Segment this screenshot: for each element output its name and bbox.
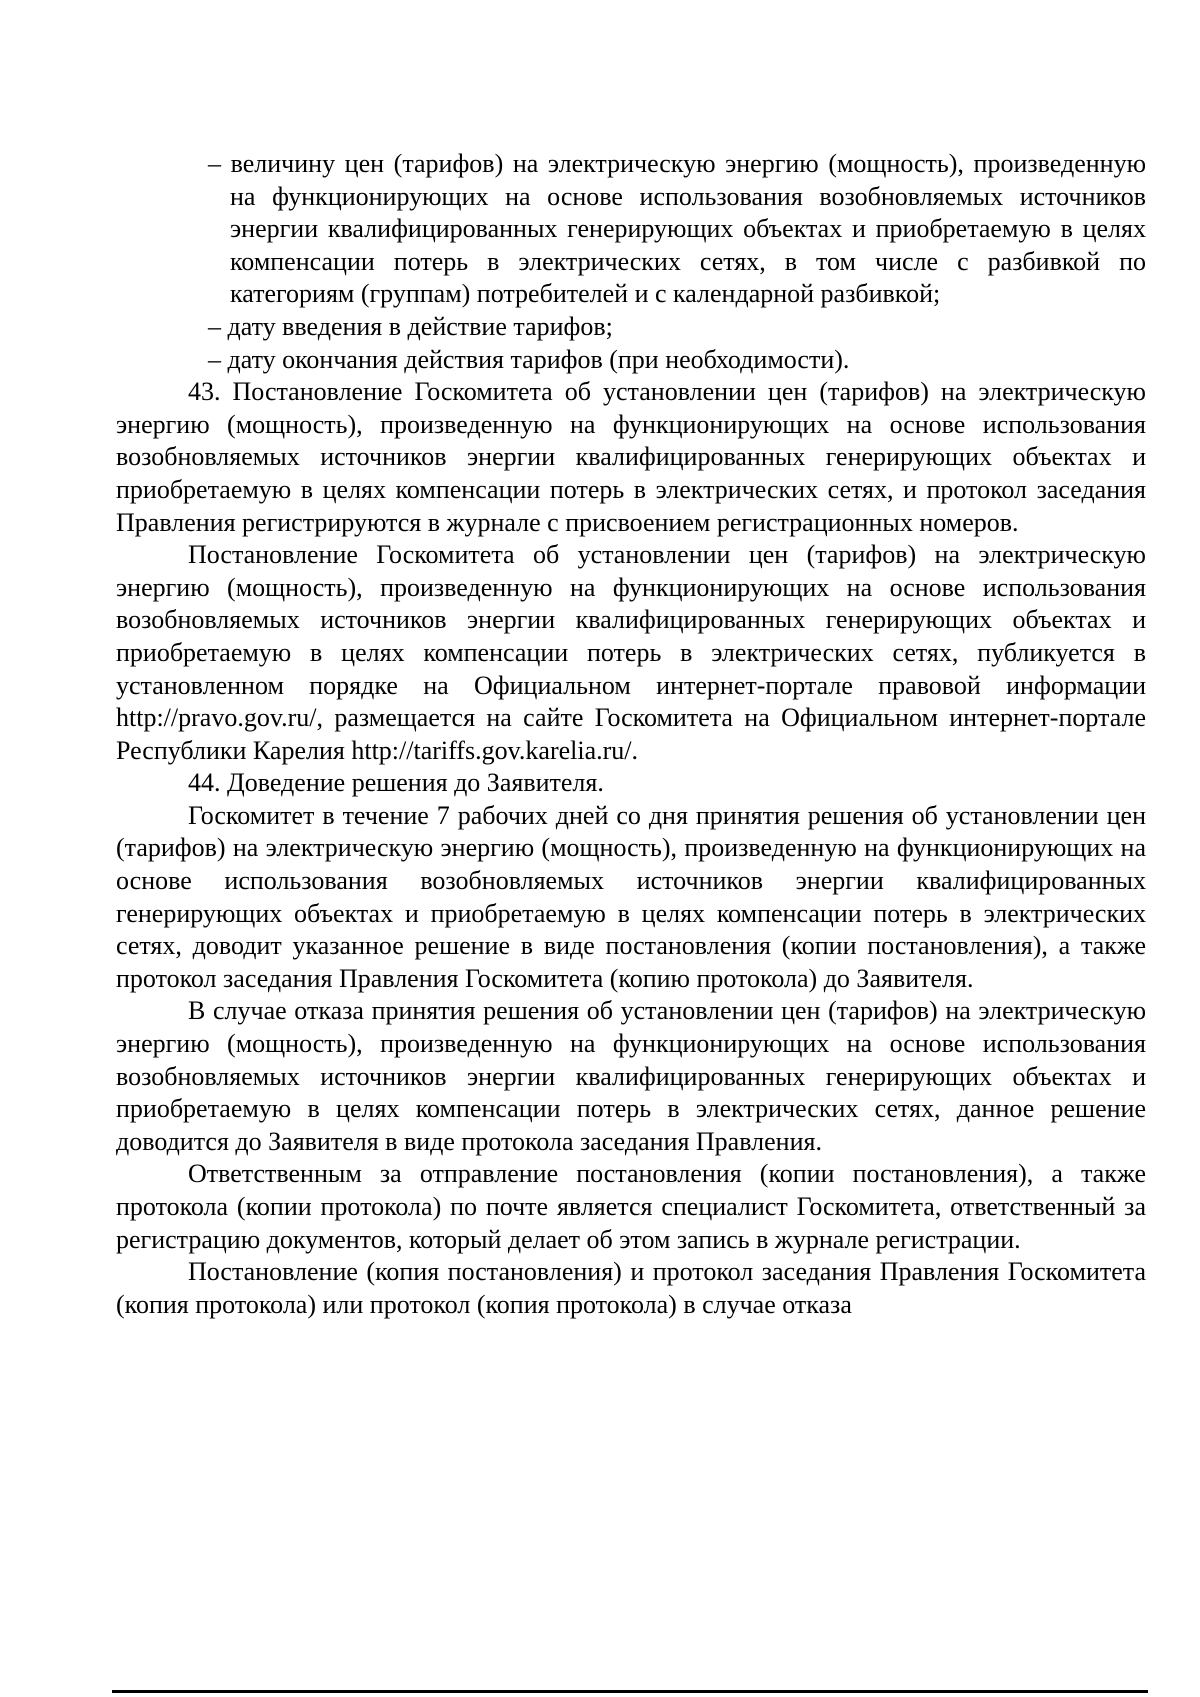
bullet-tariff-value: – величину цен (тарифов) на электрическую энергию (мощность), произведенную на функционирующих на основе использования возобновляемых источников энергии квалифицированных генерирующих объектах и приобретаемую в целях компенсации потерь в электрических сетях, в том числе с разбивкой по категориям (группам) потребителей и с календарной разбивкой;: [208, 149, 1146, 309]
document-body: [116, 148, 1146, 1321]
paragraph-refusal-case: В случае отказа принятия решения об установлении цен (тарифов) на электрическую энергию (мощность), произведенную на функционирующих на основе использования возобновляемых источников энергии квалифицированных генерирующих объектах и приобретаемую в целях компенсации потерь в электрических сетях, данное решение доводится до Заявителя в виде протокола заседания Правления.: [116, 996, 1146, 1156]
bullet-end-date: – дату окончания действия тарифов (при необходимости).: [208, 344, 850, 374]
footer-rule: [112, 1690, 1148, 1693]
paragraph-43-registration: 43. Постановление Госкомитета об установлении цен (тарифов) на электрическую энергию (мощность), произведенную на функционирующих на основе использования возобновляемых источников энергии квалифицированных генерирующих объектах и приобретаемую в целях компенсации потерь в электрических сетях, и протокол заседания Правления регистрируются в журнале с присвоением регистрационных номеров.: [116, 377, 1146, 537]
paragraph-delivery-deadline: Госкомитет в течение 7 рабочих дней со дня принятия решения об установлении цен (тарифов) на электрическую энергию (мощность), произведенную на функционирующих на основе использования возобновляемых источников энергии квалифицированных генерирующих объектах и приобретаемую в целях компенсации потерь в электрических сетях, доводит указанное решение в виде постановления (копии постановления), а также протокол заседания Правления Госкомитета (копию протокола) до Заявителя.: [116, 800, 1146, 993]
paragraph-44-heading: 44. Доведение решения до Заявителя.: [188, 768, 604, 798]
paragraph-resolution-copy: Постановление (копия постановления) и протокол заседания Правления Госкомитета (копия протокола) или протокол (копия протокола) в случае отказа: [116, 1257, 1146, 1319]
paragraph-responsible-specialist: Ответственным за отправление постановления (копии постановления), а также протокола (копии протокола) по почте является специалист Госкомитета, ответственный за регистрацию документов, который делает об этом запись в журнале регистрации.: [116, 1159, 1146, 1254]
paragraph-publication: Постановление Госкомитета об установлении цен (тарифов) на электрическую энергию (мощность), произведенную на функционирующих на основе использования возобновляемых источников энергии квалифицированных генерирующих объектах и приобретаемую в целях компенсации потерь в электрических сетях, публикуется в установленном порядке на Официальном интернет-портале правовой информации http://pravo.gov.ru/, размещается на сайте Госкомитета на Официальном интернет-портале Республики Карелия http://tariffs.gov.karelia.ru/.: [116, 540, 1146, 765]
bullet-start-date: – дату введения в действие тарифов;: [208, 311, 613, 341]
